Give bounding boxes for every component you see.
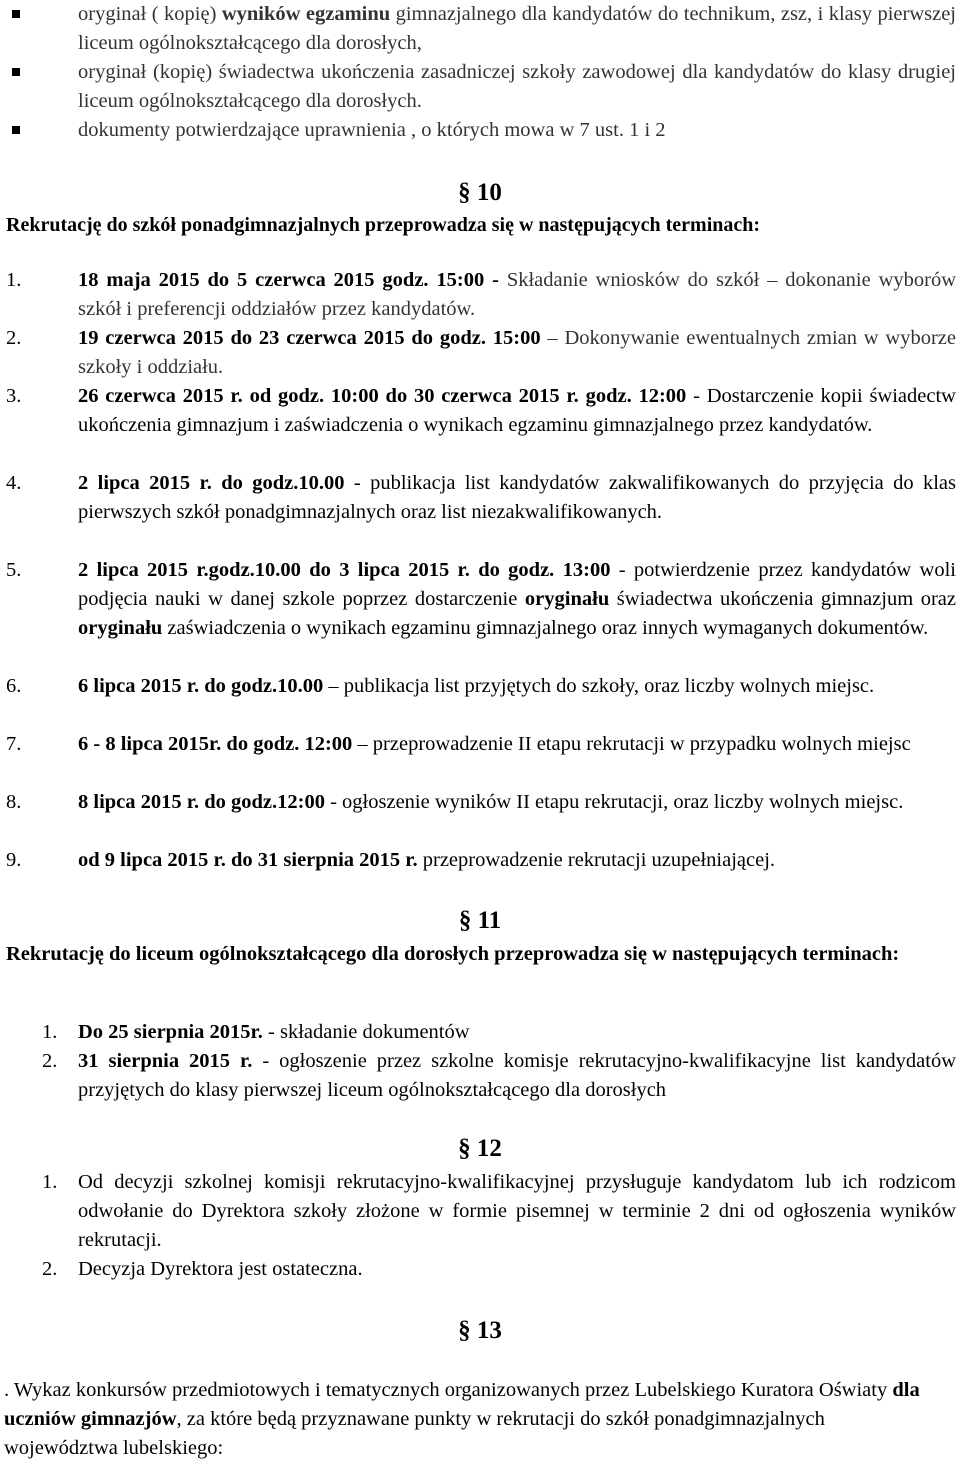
bullet-item: oryginał (kopię) świadectwa ukończenia zasadniczej szkoły zawodowej dla kandydatów do klasy drugiej liceum ogólnokształcącego dla dorosłych. <box>0 58 960 116</box>
schedule-item-9: 9. od 9 lipca 2015 r. do 31 sierpnia 2015 r. przeprowadzenie rekrutacji uzupełniającej. <box>6 849 776 871</box>
schedule-item-2: 2. 19 czerwca 2015 do 23 czerwca 2015 do godz. 15:00 – Dokonywanie ewentualnych zmian w wyborze szkoły i oddziału. <box>6 327 956 378</box>
schedule-item-6: 6. 6 lipca 2015 r. do godz.10.00 – publikacja list przyjętych do szkoły, oraz liczby wolnych miejsc. <box>6 675 875 697</box>
section-13-marker: § 13 <box>458 1317 502 1344</box>
schedule-item-1: 1. 18 maja 2015 do 5 czerwca 2015 godz. 15:00 - Składanie wniosków do szkół – dokonanie wyborów szkół i preferencji oddziałów przez kandydatów. <box>6 269 957 320</box>
bullet-square-icon <box>12 126 20 134</box>
bullet-square-icon <box>12 10 20 18</box>
schedule-item-4: 4. 2 lipca 2015 r. do godz.10.00 - publikacja list kandydatów zakwalifikowanych do przyjęcia do klas pierwszych szkół ponadgimnazjalnych oraz list niezakwalifikowanych. <box>6 472 957 523</box>
schedule-item-5: 5. 2 lipca 2015 r.godz.10.00 do 3 lipca 2015 r. do godz. 13:00 - potwierdzenie przez kandydatów woli podjęcia nauki w danej szkole poprzez dostarczenie oryginału świadectwa ukończenia gimnazjum oraz oryginału zaświadczenia o wynikach egzaminu gimnazjalnego oraz innych wymaganych dokumentów. <box>6 559 956 639</box>
bullet-square-icon <box>12 68 20 76</box>
schedule-item-3: 3. 26 czerwca 2015 r. od godz. 10:00 do 30 czerwca 2015 r. godz. 12:00 - Dostarczenie kopii świadectw ukończenia gimnazjum i zaświadczenia o wynikach egzaminu gimnazjalnego przez kandydatów. <box>6 385 956 436</box>
appeal-item-1: 1. Od decyzji szkolnej komisji rekrutacyjno-kwalifikacyjnej przysługuje kandydatom lub ich rodzicom odwołanie do Dyrektora szkoły złożone w formie pisemnej w terminie 2 dni od ogłoszenia wyników rekrutacji. <box>42 1171 956 1251</box>
bullet-item: oryginał ( kopię) wyników egzaminu gimnazjalnego dla kandydatów do technikum, zsz, i klasy pierwszej liceum ogólnokształcącego dla dorosłych, <box>0 0 960 58</box>
section-11-marker: § 11 <box>458 907 502 934</box>
section-12-marker: § 12 <box>458 1135 502 1162</box>
section-10-heading: Rekrutację do szkół ponadgimnazjalnych przeprowadza się w następujących terminach: <box>6 214 761 236</box>
schedule-item-8: 8. 8 lipca 2015 r. do godz.12:00 - ogłoszenie wyników II etapu rekrutacji, oraz liczby wolnych miejsc. <box>6 791 904 813</box>
schedule-item-7: 7. 6 - 8 lipca 2015r. do godz. 12:00 – przeprowadzenie II etapu rekrutacji w przypadku wolnych miejsc <box>6 733 911 755</box>
section-11-heading: Rekrutację do liceum ogólnokształcącego dla dorosłych przeprowadza się w następujących terminach: <box>6 943 900 965</box>
section-10-marker: § 10 <box>458 179 502 206</box>
appeal-item-2: 2. Decyzja Dyrektora jest ostateczna. <box>42 1258 363 1280</box>
competitions-paragraph: . Wykaz konkursów przedmiotowych i tematycznych organizowanych przez Lubelskiego Kuratora Oświaty dla uczniów gimnazjów, za które będą przyznawane punkty w rekrutacji do szkół ponadgimnazjalnych województwa lubelskiego: <box>4 1379 920 1459</box>
lo-item-2: 2. 31 sierpnia 2015 r. - ogłoszenie przez szkolne komisje rekrutacyjno-kwalifikacyjne list kandydatów przyjętych do klasy pierwszej liceum ogólnokształcącego dla dorosłych <box>42 1050 957 1101</box>
lo-item-1: 1. Do 25 sierpnia 2015r. - składanie dokumentów <box>42 1021 470 1043</box>
bullet-item: dokumenty potwierdzające uprawnienia , o których mowa w 7 ust. 1 i 2 <box>0 116 960 145</box>
